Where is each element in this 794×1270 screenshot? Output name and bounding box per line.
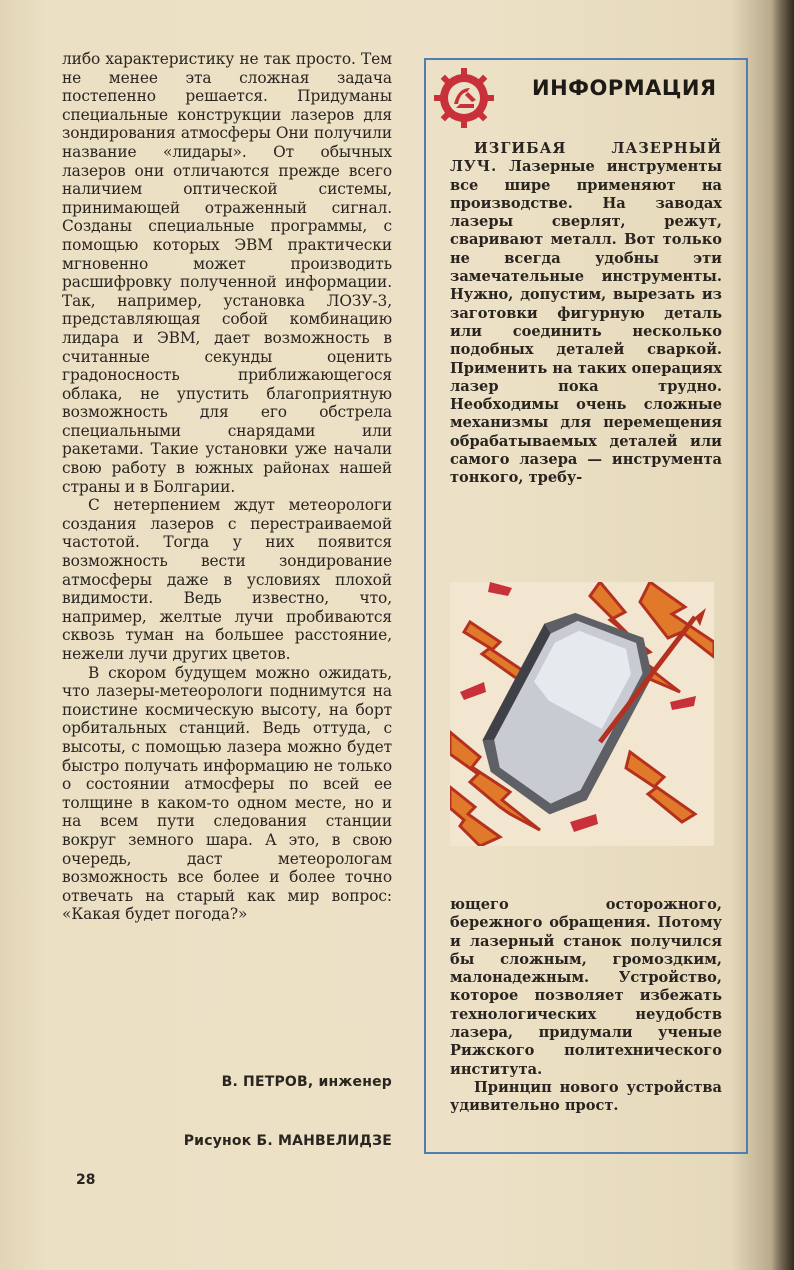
info-article-bottom [450,896,722,1116]
author-signature: В. ПЕТРОВ, инженер [221,1074,392,1090]
info-article-text-bottom-2: Принцип нового устройства удивительно прост. [450,1078,722,1115]
info-article-text-bottom-1: ющего осторожного, бережного обращения. Потому и лазерный станок получился бы сложным, громоздким, малонадежным. Устройство, которое позволяет избежать технологических неудобств лазера, придумали ученые Рижского политехнического института. [450,896,722,1078]
info-article-text-top: Лазерные инструменты все шире применяют на производстве. На заводах лазеры сверлят, режут, сваривают металл. Вот только не всегда удобны эти замечательные инструменты. Нужно, допустим, вырезать из заготовки фигурную деталь или соединить несколько подобных деталей сваркой. Применить на таких операциях лазер пока трудно. Необходимы очень сложные механизмы для перемещения обрабатываемых деталей или самого лазера — инструмента тонкого, требу- [450,158,722,487]
article-paragraph-3: В скором будущем можно ожидать, что лазеры-метеорологи поднимутся на поистине космическую высоту, на борт орбитальных станций. Ведь оттуда, с высоты, с помощью лазера можно будет быстро получать информацию не только о состоянии атмосферы по всей ее толщине в каком-то одном месте, но и на всем пути следования станции вокруг земного шара. А это, в свою очередь, даст метеорологам возможность все более и более точно отвечать на старый как мир вопрос: «Какая будет погода?» [62,663,392,924]
gear-emblem-icon [432,66,496,130]
laser-illustration [450,582,714,846]
info-article-top [450,140,722,488]
info-article-title: ИЗГИБАЯ ЛАЗЕРНЫЙ ЛУЧ. [450,140,722,176]
article-left-column [62,50,392,924]
illustration-credit: Рисунок Б. МАНВЕЛИДЗЕ [183,1133,392,1149]
page-number: 28 [76,1172,96,1188]
page-edge-shadow [772,0,794,1270]
article-paragraph-2: С нетерпением ждут метеорологи создания лазеров с перестраиваемой частотой. Тогда у них появится возможность вести зондирование атмосферы даже в условиях плохой видимости. Ведь известно, что, например, желтые лучи пробиваются сквозь туман на большее расстояние, нежели лучи других цветов. [62,496,392,663]
article-paragraph-1: либо характеристику не так просто. Тем не менее эта сложная задача постепенно решается. Придуманы специальные конструкции лазеров для зондирования атмосферы Они получили название «лидары». От обычных лазеров они отличаются прежде всего наличием оптической системы, принимающей отраженный сигнал. Созданы специальные программы, с помощью которых ЭВМ практически мгновенно может производить расшифровку полученной информации. Так, например, установка ЛОЗУ-3, представляющая собой комбинацию лидара и ЭВМ, дает возможность в считанные секунды оценить градоносность приближающегося облака, не упустить благоприятную возможность для его обстрела специальными снарядами или ракетами. Такие установки уже начали свою работу в южных районах нашей страны и в Болгарии. [62,50,392,496]
info-section-heading: ИНФОРМАЦИЯ [532,76,717,100]
